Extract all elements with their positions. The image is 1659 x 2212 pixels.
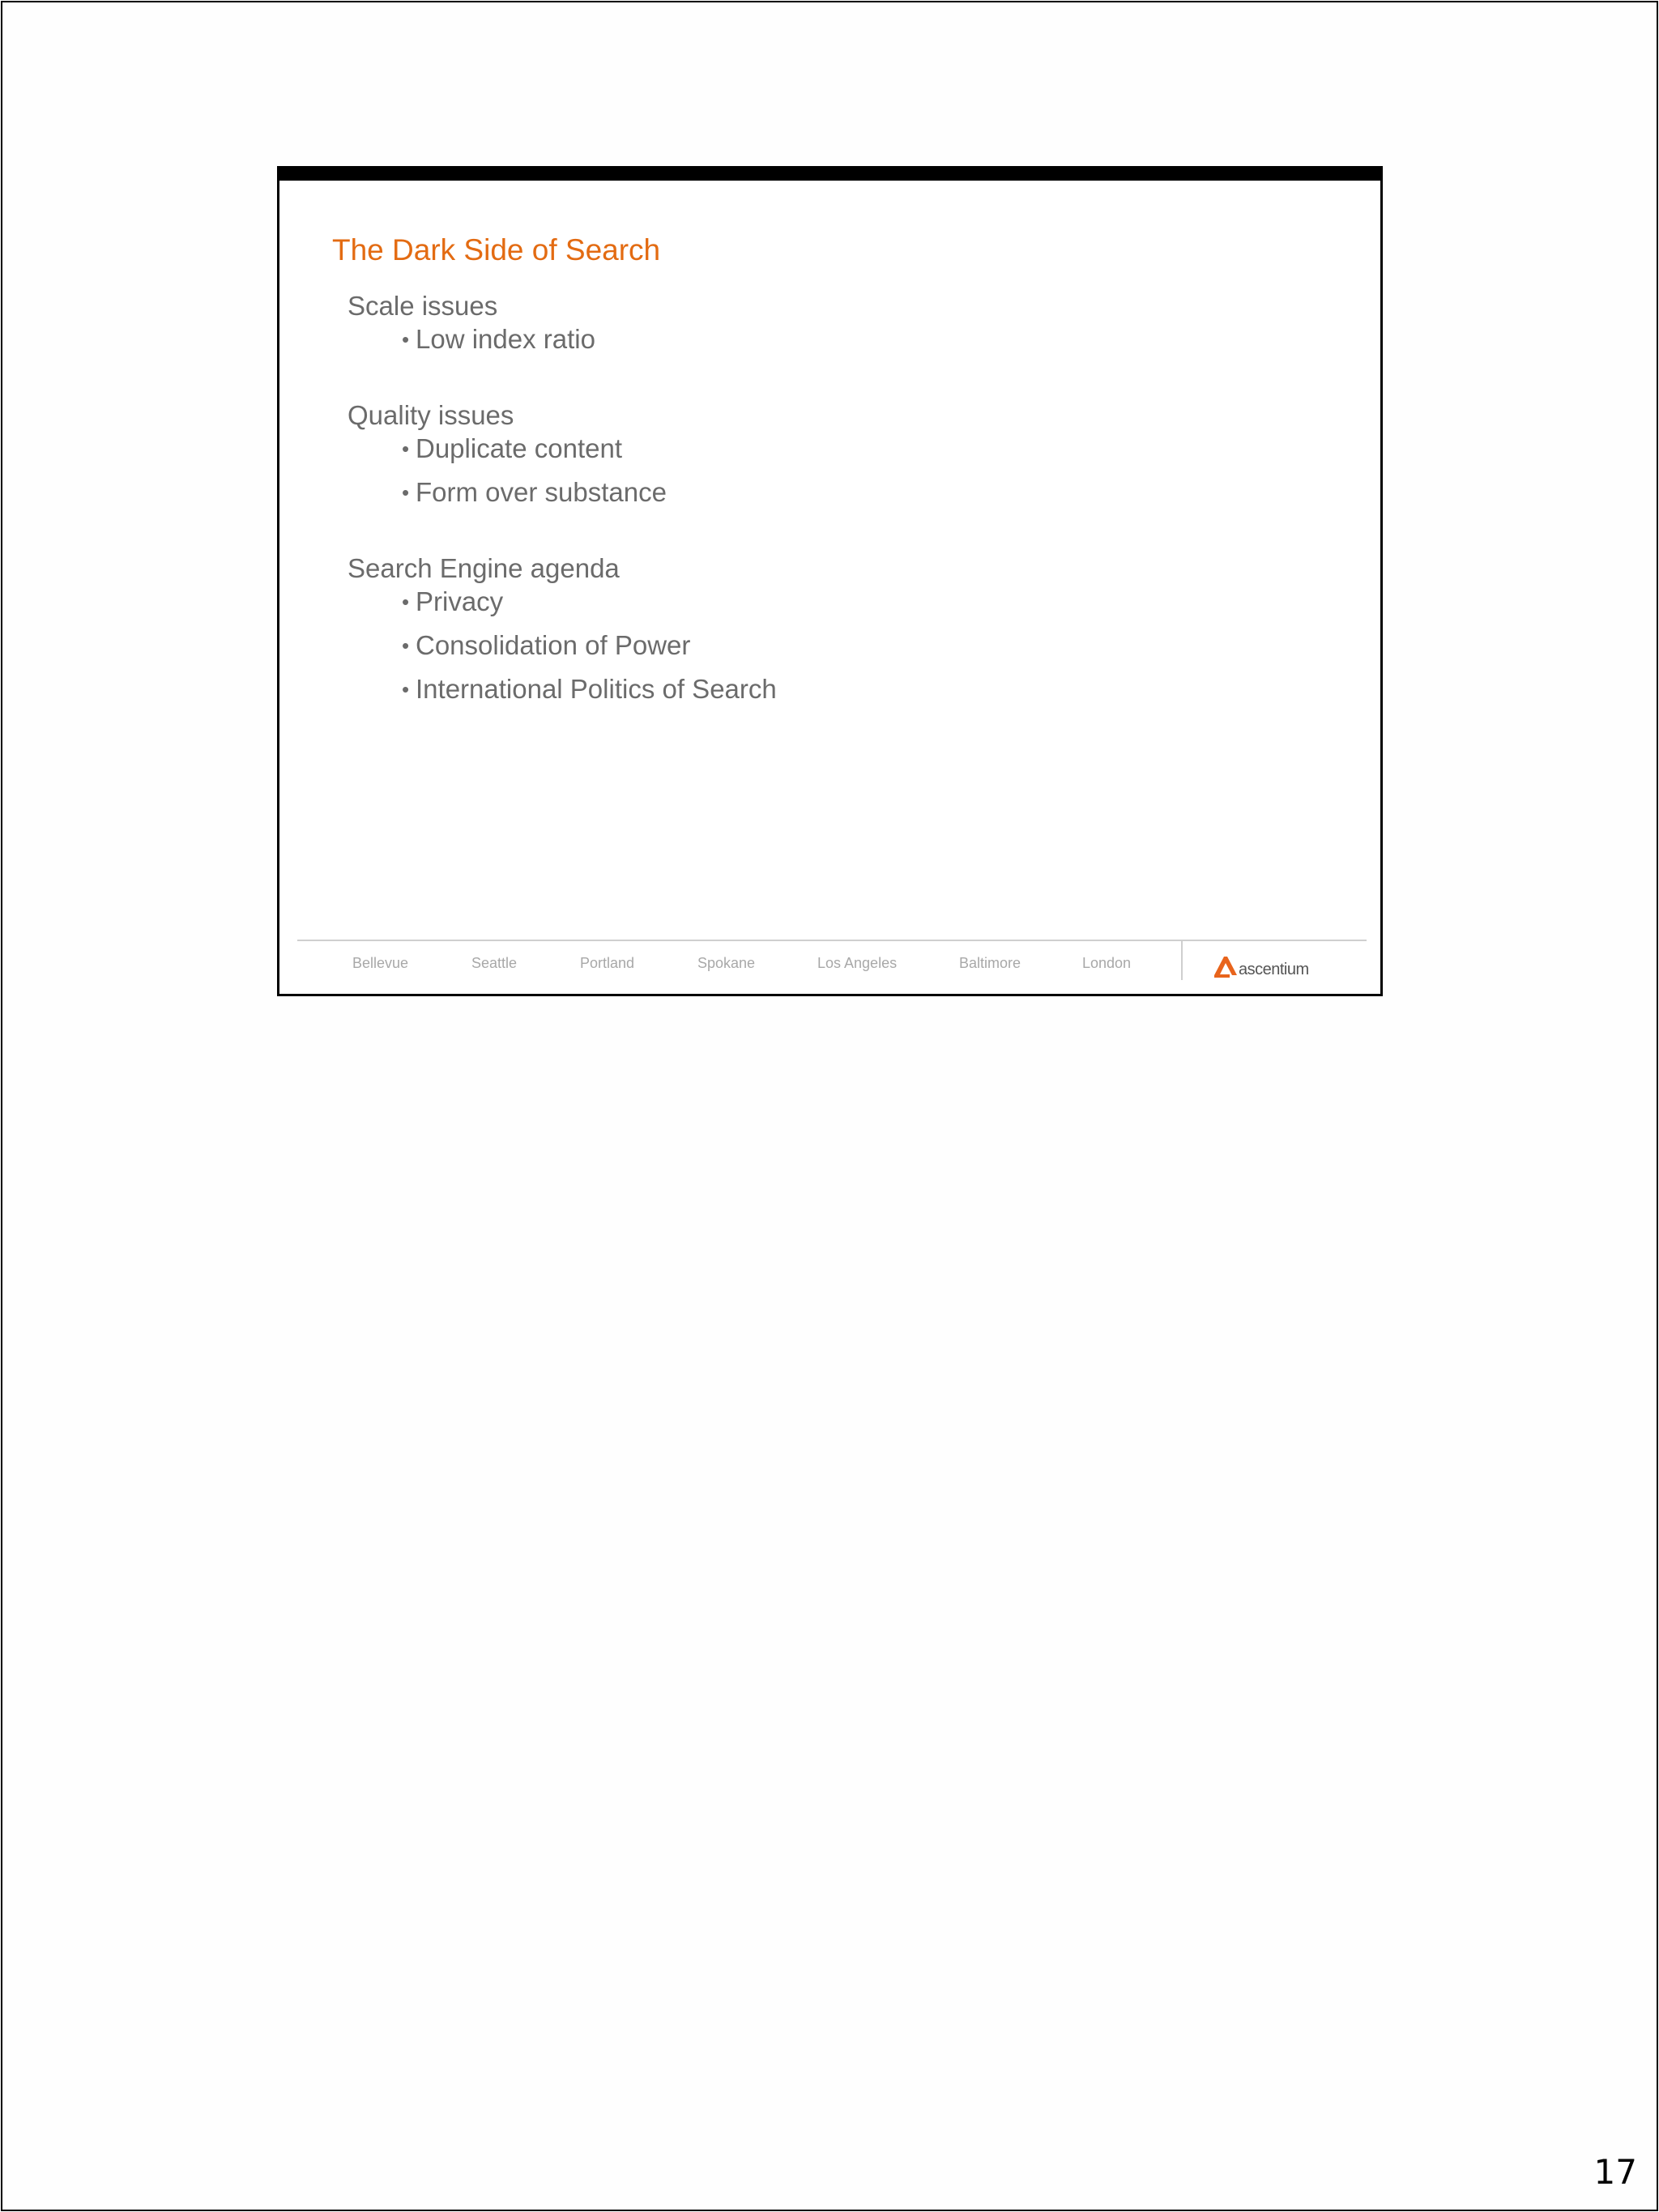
bullet-item <box>402 322 1239 356</box>
footer-city-portland: Portland <box>580 955 635 971</box>
slide-title: The Dark Side of Search <box>332 233 661 266</box>
bullet-text: Form over substance <box>416 477 667 507</box>
bullet-item <box>402 432 1239 466</box>
section-scale-issues <box>348 289 1239 356</box>
section-quality-issues <box>348 399 1239 509</box>
footer-city-baltimore: Baltimore <box>959 955 1021 971</box>
bullet-text: Privacy <box>416 586 504 616</box>
footer-city-seattle: Seattle <box>471 955 518 971</box>
page-frame <box>1 1 1658 2211</box>
page-number: 17 <box>1593 2152 1637 2192</box>
footer-city-los-angeles: Los Angeles <box>817 955 898 971</box>
bullet-icon: • <box>402 480 410 505</box>
section-heading: Search Engine agenda <box>348 553 620 583</box>
bullet-text: Duplicate content <box>416 433 622 463</box>
bullet-item <box>402 475 1239 509</box>
bullet-text: International Politics of Search <box>416 674 777 704</box>
footer-city-spokane: Spokane <box>697 955 756 971</box>
bullet-text: Low index ratio <box>416 324 595 354</box>
bullet-item <box>402 672 1239 706</box>
footer-rule <box>297 940 1367 941</box>
bullet-icon: • <box>402 633 410 658</box>
footer-city-london: London <box>1082 955 1132 971</box>
bullet-icon: • <box>402 437 410 461</box>
section-search-engine-agenda <box>348 552 1239 706</box>
bullet-icon: • <box>402 327 410 352</box>
logo-wordmark: ascentium <box>1239 961 1309 978</box>
slide-content <box>348 289 1239 748</box>
section-heading: Scale issues <box>348 291 498 321</box>
section-heading: Quality issues <box>348 400 514 430</box>
footer-city-bellevue: Bellevue <box>352 955 409 971</box>
bullet-text: Consolidation of Power <box>416 630 691 660</box>
bullet-item <box>402 629 1239 663</box>
bullet-item <box>402 585 1239 619</box>
slide <box>277 166 1383 996</box>
footer-divider <box>1181 941 1183 980</box>
bullet-icon: • <box>402 677 410 701</box>
ascentium-logo-icon <box>1212 953 1239 978</box>
bullet-icon: • <box>402 590 410 614</box>
slide-top-bar <box>279 168 1380 181</box>
